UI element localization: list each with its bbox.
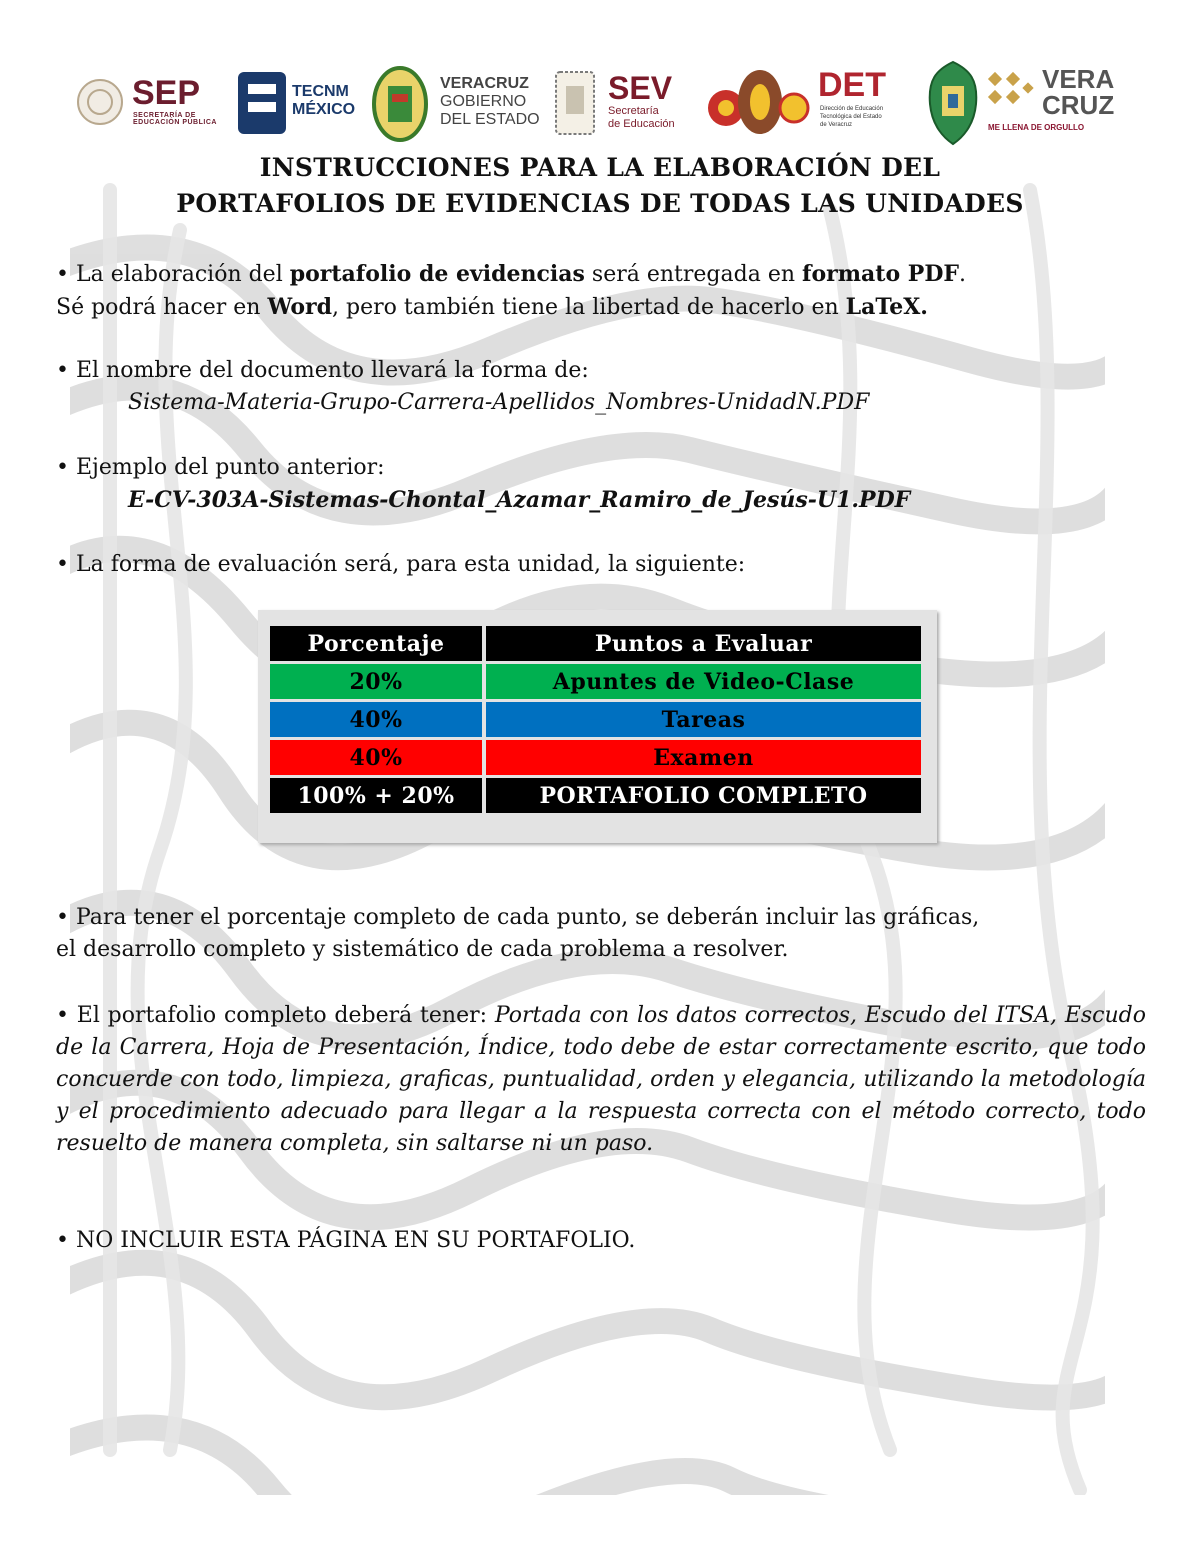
completeness-line-2: el desarrollo completo y sistemático de cada problema a resolver. xyxy=(56,937,789,962)
institution-shield-logo xyxy=(926,58,980,148)
p1-bold-word: Word xyxy=(267,294,333,320)
paragraph-requirements xyxy=(56,1000,1146,1160)
p1-text-4: Sé podrá hacer en xyxy=(56,295,268,320)
row-item: Apuntes de Video-Clase xyxy=(486,664,921,699)
pattern-mark-icon xyxy=(986,70,1036,120)
header-porcentaje: Porcentaje xyxy=(270,626,482,661)
table-row xyxy=(270,702,921,737)
tecnm-emblem-icon xyxy=(236,68,288,138)
det-line3: de Veracruz xyxy=(820,122,853,128)
paragraph-note xyxy=(56,1225,1146,1257)
det-logo xyxy=(818,58,922,148)
sev-name: SEV xyxy=(608,70,673,106)
sev-shield-icon xyxy=(550,64,600,144)
requirements-list: Portada con los datos correctos, Escudo del ITSA, Escudo de la Carrera, Hoja de Presentación, Índice, todo debe de estar correctamente escrito, que todo concuerde con todo, limpieza, graficas, puntualidad, orden y elegancia, utilizando la metodología y el procedimiento adecuado para llegar a la respuesta correcta con el método correcto, todo resuelto de manera completa, sin saltarse ni un paso. xyxy=(56,1003,1146,1156)
naming-format: Sistema-Materia-Grupo-Carrera-Apellidos_Nombres-UnidadN.PDF xyxy=(128,390,870,415)
education-emblem-logo xyxy=(706,58,810,148)
example-intro: • Ejemplo del punto anterior: xyxy=(56,455,385,480)
tecnm-logo xyxy=(236,58,358,148)
total-percentage: 100% + 20% xyxy=(270,778,482,813)
paragraph-format xyxy=(56,258,1146,324)
p1-text-2: será entregada en xyxy=(584,262,803,287)
p1-bold-pdf: formato PDF xyxy=(802,261,960,287)
veracruz-line3: DEL ESTADO xyxy=(440,111,540,128)
veracruz-gobierno-logo xyxy=(370,58,540,148)
sev-logo xyxy=(550,58,700,148)
veracruz-shield-icon xyxy=(370,64,430,144)
evaluation-intro: • La forma de evaluación será, para esta unidad, la siguiente: xyxy=(56,552,746,577)
total-item: PORTAFOLIO COMPLETO xyxy=(486,778,921,813)
table-header-row xyxy=(270,626,921,661)
paragraph-naming xyxy=(56,355,1146,419)
completeness-line-1: • Para tener el porcentaje completo de cada punto, se deberán incluir las gráficas, xyxy=(56,905,980,930)
sep-subtitle: SECRETARÍA DE EDUCACIÓN PÚBLICA xyxy=(133,112,217,126)
header-logos xyxy=(70,58,1130,148)
page-title xyxy=(0,150,1200,222)
veracruz-brand-logo xyxy=(986,58,1130,148)
tecnm-line2: MÉXICO xyxy=(292,101,356,118)
sev-line1: Secretaría xyxy=(608,105,659,117)
sep-logo xyxy=(70,58,230,148)
p1-bold-portafolio: portafolio de evidencias xyxy=(289,261,585,287)
p1-text-3: . xyxy=(959,262,967,287)
requirements-intro: • El portafolio completo deberá tener: xyxy=(56,1003,495,1028)
bullet: • xyxy=(56,262,76,287)
paragraph-completeness xyxy=(56,902,1146,966)
institution-shield-icon xyxy=(926,60,980,146)
evaluation-table xyxy=(266,623,925,816)
title-line-1: INSTRUCCIONES PARA LA ELABORACIÓN DEL xyxy=(259,153,941,182)
veracruz-brand-line1: VERA xyxy=(1042,64,1115,94)
education-emblem-icon xyxy=(706,64,810,144)
tecnm-line1: TECNM xyxy=(292,83,349,100)
sev-line2: de Educación xyxy=(608,118,675,130)
row-percentage: 20% xyxy=(270,664,482,699)
example-filename: E-CV-303A-Sistemas-Chontal_Azamar_Ramiro_de_Jesús-U1.PDF xyxy=(128,487,911,513)
det-line2: Tecnológica del Estado xyxy=(820,114,882,120)
det-name: DET xyxy=(818,66,886,104)
veracruz-line2: GOBIERNO xyxy=(440,93,527,110)
sep-name: SEP xyxy=(132,74,201,112)
mexico-seal-icon xyxy=(76,78,124,126)
veracruz-brand-tagline: ME LLENA DE ORGULLO xyxy=(988,123,1085,132)
p1-text-5: , pero también tiene la libertad de hacerlo en xyxy=(332,295,846,320)
header-puntos: Puntos a Evaluar xyxy=(486,626,921,661)
title-line-2: PORTAFOLIOS DE EVIDENCIAS DE TODAS LAS UNIDADES xyxy=(176,189,1024,218)
paragraph-evaluation xyxy=(56,549,1146,581)
veracruz-brand-line2: CRUZ xyxy=(1042,90,1115,120)
p1-bold-latex: LaTeX. xyxy=(845,294,928,320)
naming-intro: • El nombre del documento llevará la forma de: xyxy=(56,358,589,383)
row-percentage: 40% xyxy=(270,740,482,775)
table-total-row xyxy=(270,778,921,813)
table-row xyxy=(270,664,921,699)
note-text: • NO INCLUIR ESTA PÁGINA EN SU PORTAFOLIO. xyxy=(56,1228,636,1253)
det-line1: Dirección de Educación xyxy=(820,106,884,112)
row-item: Examen xyxy=(486,740,921,775)
veracruz-line1: VERACRUZ xyxy=(440,75,529,92)
row-item: Tareas xyxy=(486,702,921,737)
table-row xyxy=(270,740,921,775)
row-percentage: 40% xyxy=(270,702,482,737)
p1-text-1: La elaboración del xyxy=(75,262,290,287)
paragraph-example xyxy=(56,452,1146,516)
